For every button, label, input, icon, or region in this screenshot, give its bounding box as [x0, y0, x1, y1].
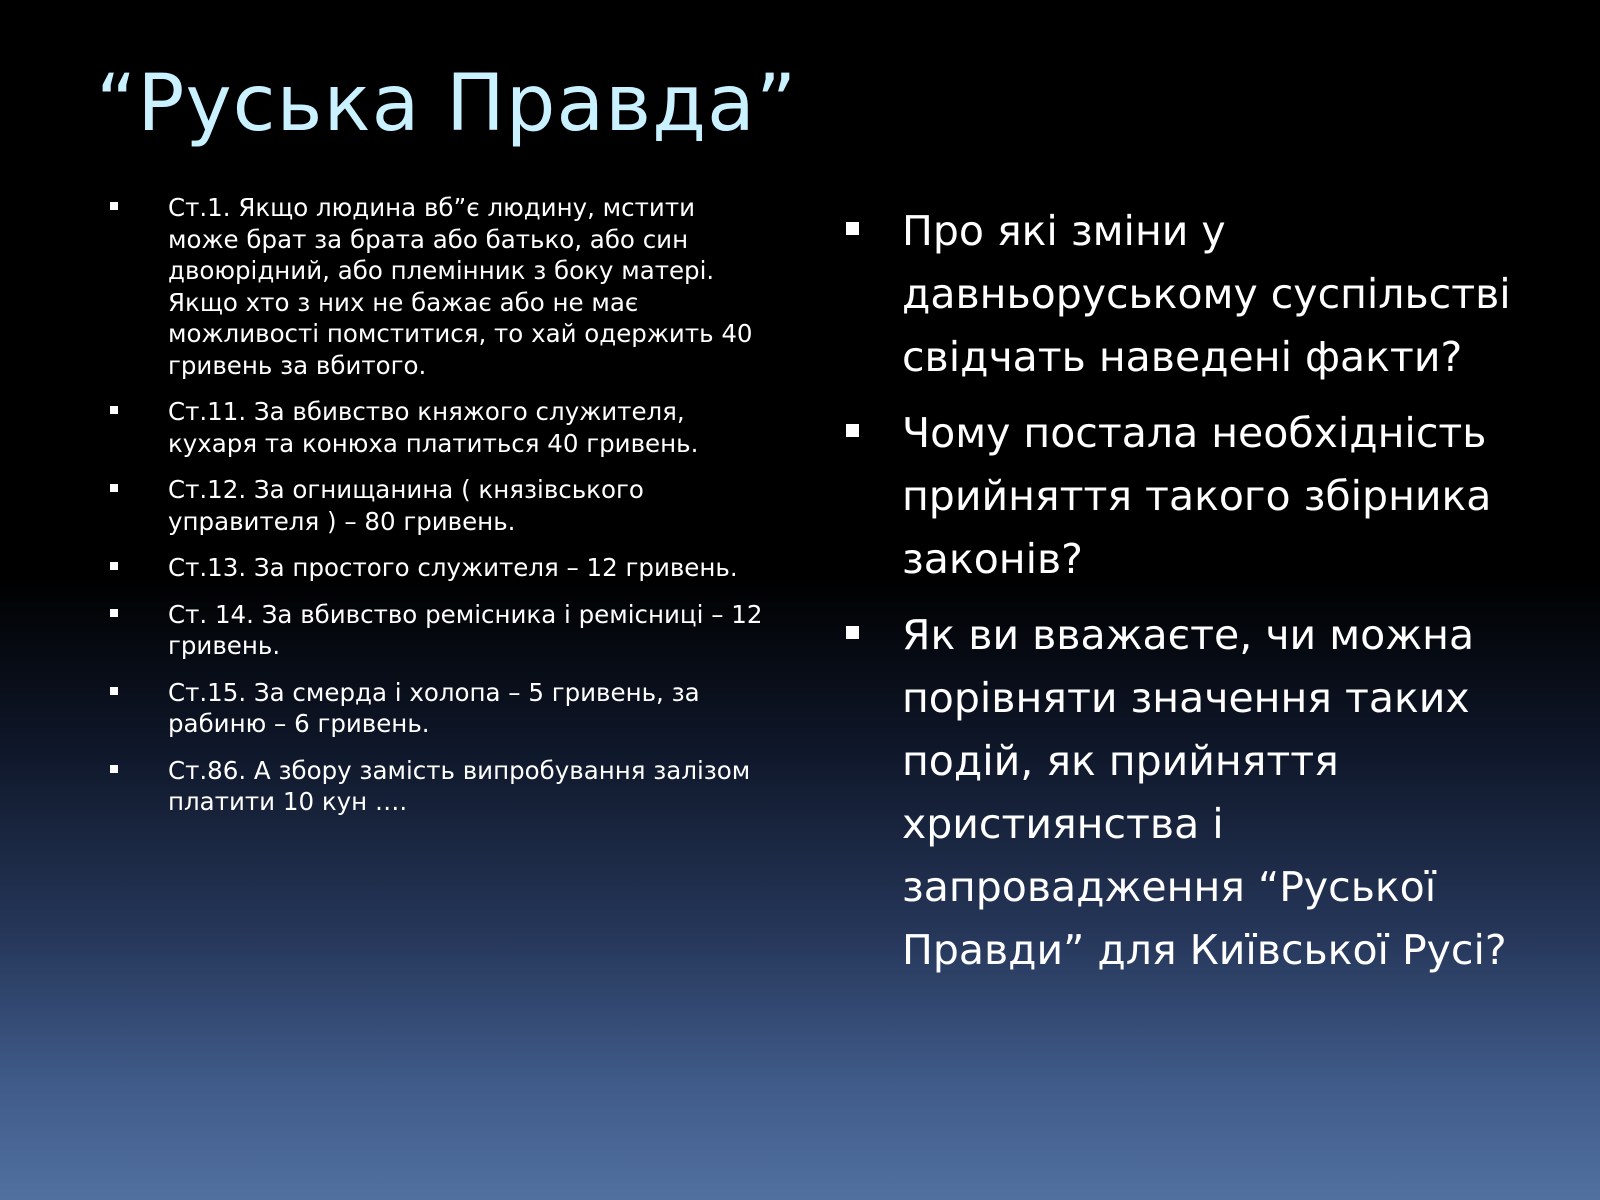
article-text: Ст.1. Якщо людина вб”є людину, мстити може брат за брата або батько, або син двоюрідний, або племінник з боку матері. Якщо хто з них не бажає або не має можливості помститися, то хай одержить 40 гривень за вбитого. — [168, 193, 753, 380]
list-item — [108, 192, 768, 381]
square-bullet-icon — [110, 687, 118, 695]
square-bullet-icon — [846, 424, 859, 437]
questions-list — [842, 200, 1542, 982]
list-item — [108, 474, 768, 537]
question-text: Як ви вважаєте, чи можна порівняти значення таких подій, як прийняття християнства і запровадження “Руської Правди” для Київської Русі? — [902, 611, 1507, 974]
law-articles-column — [108, 192, 768, 833]
list-item — [108, 755, 768, 818]
list-item — [842, 604, 1542, 982]
square-bullet-icon — [110, 562, 118, 570]
list-item — [842, 402, 1542, 591]
slide-title: “Руська Правда” — [96, 59, 798, 149]
square-bullet-icon — [110, 609, 118, 617]
article-text: Ст.12. За огнищанина ( князівського управителя ) – 80 гривень. — [168, 475, 644, 536]
article-text: Ст.86. А збору замість випробування залізом платити 10 кун …. — [168, 755, 751, 816]
article-text: Ст.11. За вбивство княжого служителя, кухаря та конюха платиться 40 гривень. — [168, 397, 699, 458]
question-text: Чому постала необхідність прийняття такого збірника законів? — [902, 409, 1492, 583]
list-item — [108, 396, 768, 459]
article-text: Ст. 14. За вбивство ремісника і ремісниці – 12 гривень. — [168, 599, 763, 660]
square-bullet-icon — [110, 202, 118, 210]
list-item — [842, 200, 1542, 389]
list-item — [108, 552, 768, 584]
questions-column — [842, 200, 1542, 995]
list-item — [108, 599, 768, 662]
square-bullet-icon — [110, 765, 118, 773]
square-bullet-icon — [110, 406, 118, 414]
article-text: Ст.15. За смерда і холопа – 5 гривень, за рабиню – 6 гривень. — [168, 677, 700, 738]
square-bullet-icon — [110, 484, 118, 492]
square-bullet-icon — [846, 626, 859, 639]
list-item — [108, 677, 768, 740]
article-text: Ст.13. За простого служителя – 12 гривень. — [168, 553, 738, 582]
law-articles-list — [108, 192, 768, 818]
question-text: Про які зміни у давньоруському суспільстві свідчать наведені факти? — [902, 207, 1511, 381]
square-bullet-icon — [846, 222, 859, 235]
